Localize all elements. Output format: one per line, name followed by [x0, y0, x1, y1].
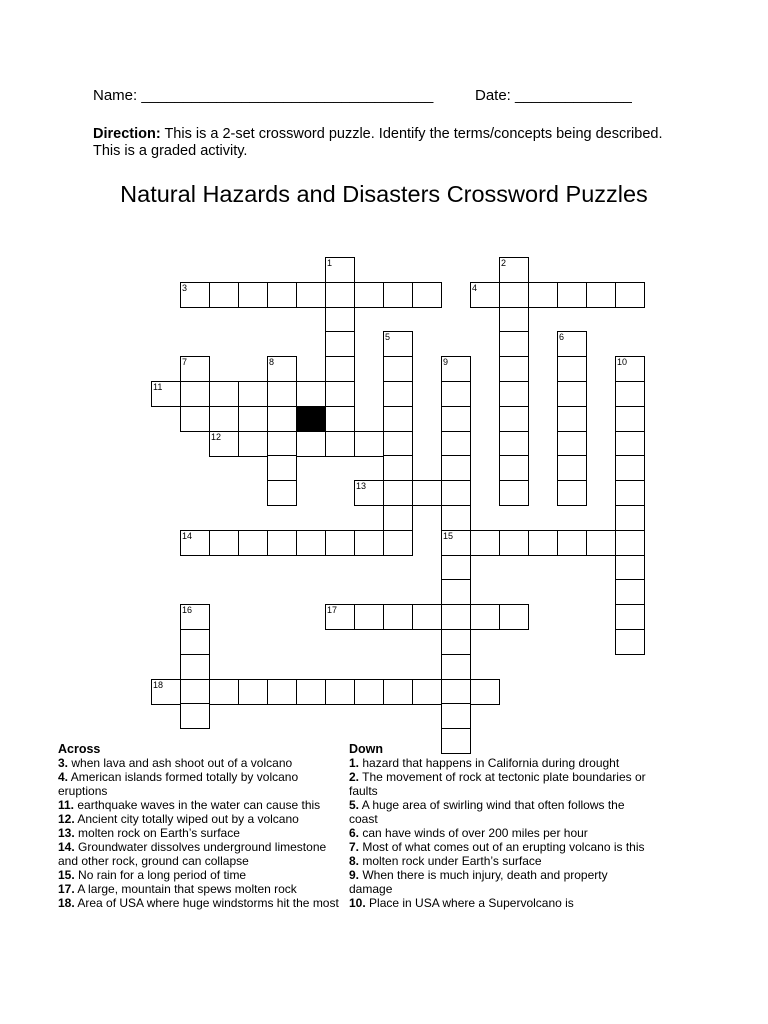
- grid-cell[interactable]: [180, 629, 210, 655]
- grid-cell[interactable]: [557, 431, 587, 457]
- grid-cell[interactable]: [499, 530, 529, 556]
- grid-cell[interactable]: [325, 530, 355, 556]
- across-clue: [58, 896, 348, 910]
- grid-cell[interactable]: [325, 307, 355, 333]
- down-clue: [349, 826, 649, 840]
- grid-cell[interactable]: [441, 505, 471, 531]
- clue-number: 2.: [349, 770, 360, 784]
- grid-cell[interactable]: [325, 431, 355, 457]
- grid-cell[interactable]: [441, 406, 471, 432]
- grid-cell[interactable]: [180, 679, 210, 705]
- across-clue: [58, 882, 348, 896]
- grid-cell[interactable]: [238, 282, 268, 308]
- grid-cell[interactable]: [267, 679, 297, 705]
- grid-cell[interactable]: [499, 431, 529, 457]
- grid-cell[interactable]: [383, 679, 413, 705]
- clue-text: can have winds of over 200 miles per hour: [359, 826, 588, 840]
- clue-number: 15.: [58, 868, 75, 882]
- clue-number-label: 6: [559, 332, 565, 342]
- grid-cell[interactable]: [238, 679, 268, 705]
- name-field[interactable]: Name: ___________________________________: [93, 87, 434, 104]
- clue-number-label: 10: [617, 357, 628, 367]
- grid-cell[interactable]: [586, 530, 616, 556]
- grid-cell[interactable]: [383, 604, 413, 630]
- down-heading: Down: [349, 742, 384, 756]
- clue-number: 6.: [349, 826, 360, 840]
- grid-cell[interactable]: [383, 480, 413, 506]
- grid-cell[interactable]: [354, 679, 384, 705]
- clue-number-label: 18: [153, 680, 164, 690]
- clue-number-label: 3: [182, 283, 188, 293]
- clue-text: Most of what comes out of an erupting volcano is this: [359, 840, 645, 854]
- grid-cell[interactable]: [354, 530, 384, 556]
- grid-cell[interactable]: [238, 530, 268, 556]
- grid-cell[interactable]: [412, 604, 442, 630]
- black-cell: [296, 406, 326, 432]
- grid-cell[interactable]: [267, 406, 297, 432]
- grid-cell[interactable]: [557, 480, 587, 506]
- clue-text: A huge area of swirling wind that often follows the coast: [349, 798, 625, 826]
- clue-text: American islands formed totally by volcano eruptions: [58, 770, 299, 798]
- grid-cell[interactable]: [325, 282, 355, 308]
- grid-cell[interactable]: [470, 604, 500, 630]
- grid-cell[interactable]: [325, 381, 355, 407]
- grid-cell[interactable]: [615, 555, 645, 581]
- grid-cell[interactable]: [615, 381, 645, 407]
- clue-number-label: 17: [327, 605, 338, 615]
- grid-cell[interactable]: [383, 331, 413, 357]
- grid-cell[interactable]: [557, 530, 587, 556]
- grid-cell[interactable]: [267, 530, 297, 556]
- grid-cell[interactable]: [615, 282, 645, 308]
- grid-cell[interactable]: [209, 530, 239, 556]
- down-clue: [349, 854, 649, 868]
- clue-text: molten rock under Earth’s surface: [359, 854, 542, 868]
- grid-cell[interactable]: [267, 455, 297, 481]
- grid-cell[interactable]: [383, 406, 413, 432]
- grid-cell[interactable]: [325, 604, 355, 630]
- grid-cell[interactable]: [354, 431, 384, 457]
- grid-cell[interactable]: [441, 480, 471, 506]
- clue-text: A large, mountain that spews molten rock: [74, 882, 297, 896]
- clue-text: Place in USA where a Supervolcano is: [365, 896, 574, 910]
- clue-text: earthquake waves in the water can cause this: [74, 798, 321, 812]
- grid-cell[interactable]: [325, 331, 355, 357]
- grid-cell[interactable]: [441, 431, 471, 457]
- down-clue: [349, 770, 649, 798]
- clue-number: 13.: [58, 826, 75, 840]
- grid-cell[interactable]: [267, 431, 297, 457]
- clue-number-label: 5: [385, 332, 391, 342]
- clue-number-label: 16: [182, 605, 193, 615]
- grid-cell[interactable]: [528, 530, 558, 556]
- grid-cell[interactable]: [499, 282, 529, 308]
- clue-number-label: 8: [269, 357, 275, 367]
- clue-text: Ancient city totally wiped out by a volcano: [74, 812, 299, 826]
- grid-cell[interactable]: [238, 431, 268, 457]
- grid-cell[interactable]: [238, 406, 268, 432]
- grid-cell[interactable]: [296, 679, 326, 705]
- grid-cell[interactable]: [383, 455, 413, 481]
- grid-cell[interactable]: [499, 381, 529, 407]
- grid-cell[interactable]: [354, 282, 384, 308]
- grid-cell[interactable]: [412, 679, 442, 705]
- grid-cell[interactable]: [325, 406, 355, 432]
- clue-number: 7.: [349, 840, 360, 854]
- grid-cell[interactable]: [325, 356, 355, 382]
- grid-cell[interactable]: [557, 406, 587, 432]
- grid-cell[interactable]: [499, 480, 529, 506]
- grid-cell[interactable]: [296, 381, 326, 407]
- clue-number-label: 9: [443, 357, 449, 367]
- clue-number: 10.: [349, 896, 366, 910]
- clue-number-label: 15: [443, 531, 454, 541]
- grid-cell[interactable]: [615, 579, 645, 605]
- clue-number: 5.: [349, 798, 360, 812]
- grid-cell[interactable]: [470, 282, 500, 308]
- down-clue: [349, 756, 649, 770]
- clue-text: Groundwater dissolves underground limestone and other rock, ground can collapse: [58, 840, 327, 868]
- down-clues: [349, 742, 649, 910]
- grid-cell[interactable]: [267, 480, 297, 506]
- grid-cell[interactable]: [615, 505, 645, 531]
- clue-number: 1.: [349, 756, 360, 770]
- grid-cell[interactable]: [615, 604, 645, 630]
- grid-cell[interactable]: [499, 455, 529, 481]
- grid-cell[interactable]: [209, 282, 239, 308]
- grid-cell[interactable]: [441, 604, 471, 630]
- grid-cell[interactable]: [296, 530, 326, 556]
- grid-cell[interactable]: [615, 455, 645, 481]
- across-heading: Across: [58, 742, 101, 756]
- grid-cell[interactable]: [180, 282, 210, 308]
- grid-cell[interactable]: [412, 480, 442, 506]
- grid-cell[interactable]: [441, 555, 471, 581]
- grid-cell[interactable]: [180, 406, 210, 432]
- across-clue: [58, 840, 348, 868]
- clue-number: 4.: [58, 770, 69, 784]
- grid-cell[interactable]: [267, 282, 297, 308]
- direction-text: This is a 2-set crossword puzzle. Identify the terms/concepts being described. This is a graded activity.: [93, 126, 663, 159]
- grid-cell[interactable]: [325, 257, 355, 283]
- grid-cell[interactable]: [180, 356, 210, 382]
- grid-cell[interactable]: [586, 282, 616, 308]
- across-clue: [58, 868, 348, 882]
- grid-cell[interactable]: [557, 331, 587, 357]
- clue-number: 18.: [58, 896, 75, 910]
- grid-cell[interactable]: [499, 331, 529, 357]
- grid-cell[interactable]: [383, 505, 413, 531]
- grid-cell[interactable]: [296, 431, 326, 457]
- grid-cell[interactable]: [441, 530, 471, 556]
- grid-cell[interactable]: [615, 356, 645, 382]
- across-clue: [58, 770, 348, 798]
- grid-cell[interactable]: [151, 679, 181, 705]
- grid-cell[interactable]: [383, 530, 413, 556]
- grid-cell[interactable]: [238, 381, 268, 407]
- grid-cell[interactable]: [180, 654, 210, 680]
- grid-cell[interactable]: [557, 381, 587, 407]
- grid-cell[interactable]: [441, 703, 471, 729]
- grid-cell[interactable]: [441, 356, 471, 382]
- grid-cell[interactable]: [354, 604, 384, 630]
- grid-cell[interactable]: [354, 480, 384, 506]
- grid-cell[interactable]: [267, 381, 297, 407]
- grid-cell[interactable]: [412, 282, 442, 308]
- grid-cell[interactable]: [499, 604, 529, 630]
- grid-cell[interactable]: [499, 406, 529, 432]
- down-clue: [349, 868, 649, 896]
- down-clue: [349, 896, 649, 910]
- grid-cell[interactable]: [441, 679, 471, 705]
- grid-cell[interactable]: [180, 530, 210, 556]
- grid-cell[interactable]: [441, 455, 471, 481]
- grid-cell[interactable]: [296, 282, 326, 308]
- grid-cell[interactable]: [499, 307, 529, 333]
- clue-text: hazard that happens in California during drought: [359, 756, 620, 770]
- grid-cell[interactable]: [557, 282, 587, 308]
- grid-cell[interactable]: [180, 381, 210, 407]
- clue-number-label: 1: [327, 258, 333, 268]
- grid-cell[interactable]: [499, 257, 529, 283]
- grid-cell[interactable]: [441, 654, 471, 680]
- clue-number: 9.: [349, 868, 360, 882]
- clue-text: when lava and ash shoot out of a volcano: [68, 756, 293, 770]
- clue-text: The movement of rock at tectonic plate boundaries or faults: [349, 770, 646, 798]
- across-clue: [58, 756, 348, 770]
- clue-number: 14.: [58, 840, 75, 854]
- clue-number-label: 13: [356, 481, 367, 491]
- down-clue: [349, 840, 649, 854]
- clue-number: 11.: [58, 798, 75, 812]
- grid-cell[interactable]: [615, 406, 645, 432]
- page-title: Natural Hazards and Disasters Crossword Puzzles: [120, 181, 648, 207]
- grid-cell[interactable]: [470, 530, 500, 556]
- grid-cell[interactable]: [557, 356, 587, 382]
- grid-cell[interactable]: [267, 356, 297, 382]
- grid-cell[interactable]: [180, 703, 210, 729]
- grid-cell[interactable]: [528, 282, 558, 308]
- across-clue: [58, 798, 348, 812]
- clue-number: 8.: [349, 854, 360, 868]
- clue-number-label: 7: [182, 357, 188, 367]
- clue-number-label: 2: [501, 258, 507, 268]
- grid-cell[interactable]: [151, 381, 181, 407]
- grid-cell[interactable]: [209, 431, 239, 457]
- clue-text: molten rock on Earth’s surface: [74, 826, 240, 840]
- grid-cell[interactable]: [441, 629, 471, 655]
- grid-cell[interactable]: [615, 530, 645, 556]
- clue-number-label: 11: [153, 382, 163, 392]
- grid-cell[interactable]: [499, 356, 529, 382]
- clue-text: When there is much injury, death and property damage: [349, 868, 608, 896]
- grid-cell[interactable]: [441, 381, 471, 407]
- clue-text: Area of USA where huge windstorms hit the most: [74, 896, 339, 910]
- grid-cell[interactable]: [441, 579, 471, 605]
- grid-cell[interactable]: [325, 679, 355, 705]
- grid-cell[interactable]: [209, 406, 239, 432]
- down-clue: [349, 798, 649, 826]
- grid-cell[interactable]: [615, 431, 645, 457]
- grid-cell[interactable]: [180, 604, 210, 630]
- clue-number-label: 4: [472, 283, 478, 293]
- clue-text: No rain for a long period of time: [74, 868, 247, 882]
- clue-number-label: 14: [182, 531, 193, 541]
- across-clue: [58, 826, 348, 840]
- date-field[interactable]: Date: ______________: [475, 87, 632, 104]
- across-clues: [58, 742, 348, 910]
- clue-number: 3.: [58, 756, 69, 770]
- grid-cell[interactable]: [383, 381, 413, 407]
- grid-cell[interactable]: [383, 356, 413, 382]
- clue-number: 12.: [58, 812, 75, 826]
- grid-cell[interactable]: [615, 629, 645, 655]
- grid-cell[interactable]: [209, 679, 239, 705]
- clue-number: 17.: [58, 882, 75, 896]
- grid-cell[interactable]: [383, 282, 413, 308]
- direction-label: Direction:: [93, 126, 161, 142]
- across-clue: [58, 812, 348, 826]
- grid-cell[interactable]: [209, 381, 239, 407]
- grid-cell[interactable]: [383, 431, 413, 457]
- grid-cell[interactable]: [615, 480, 645, 506]
- grid-cell[interactable]: [470, 679, 500, 705]
- grid-cell[interactable]: [557, 455, 587, 481]
- clue-number-label: 12: [211, 432, 222, 442]
